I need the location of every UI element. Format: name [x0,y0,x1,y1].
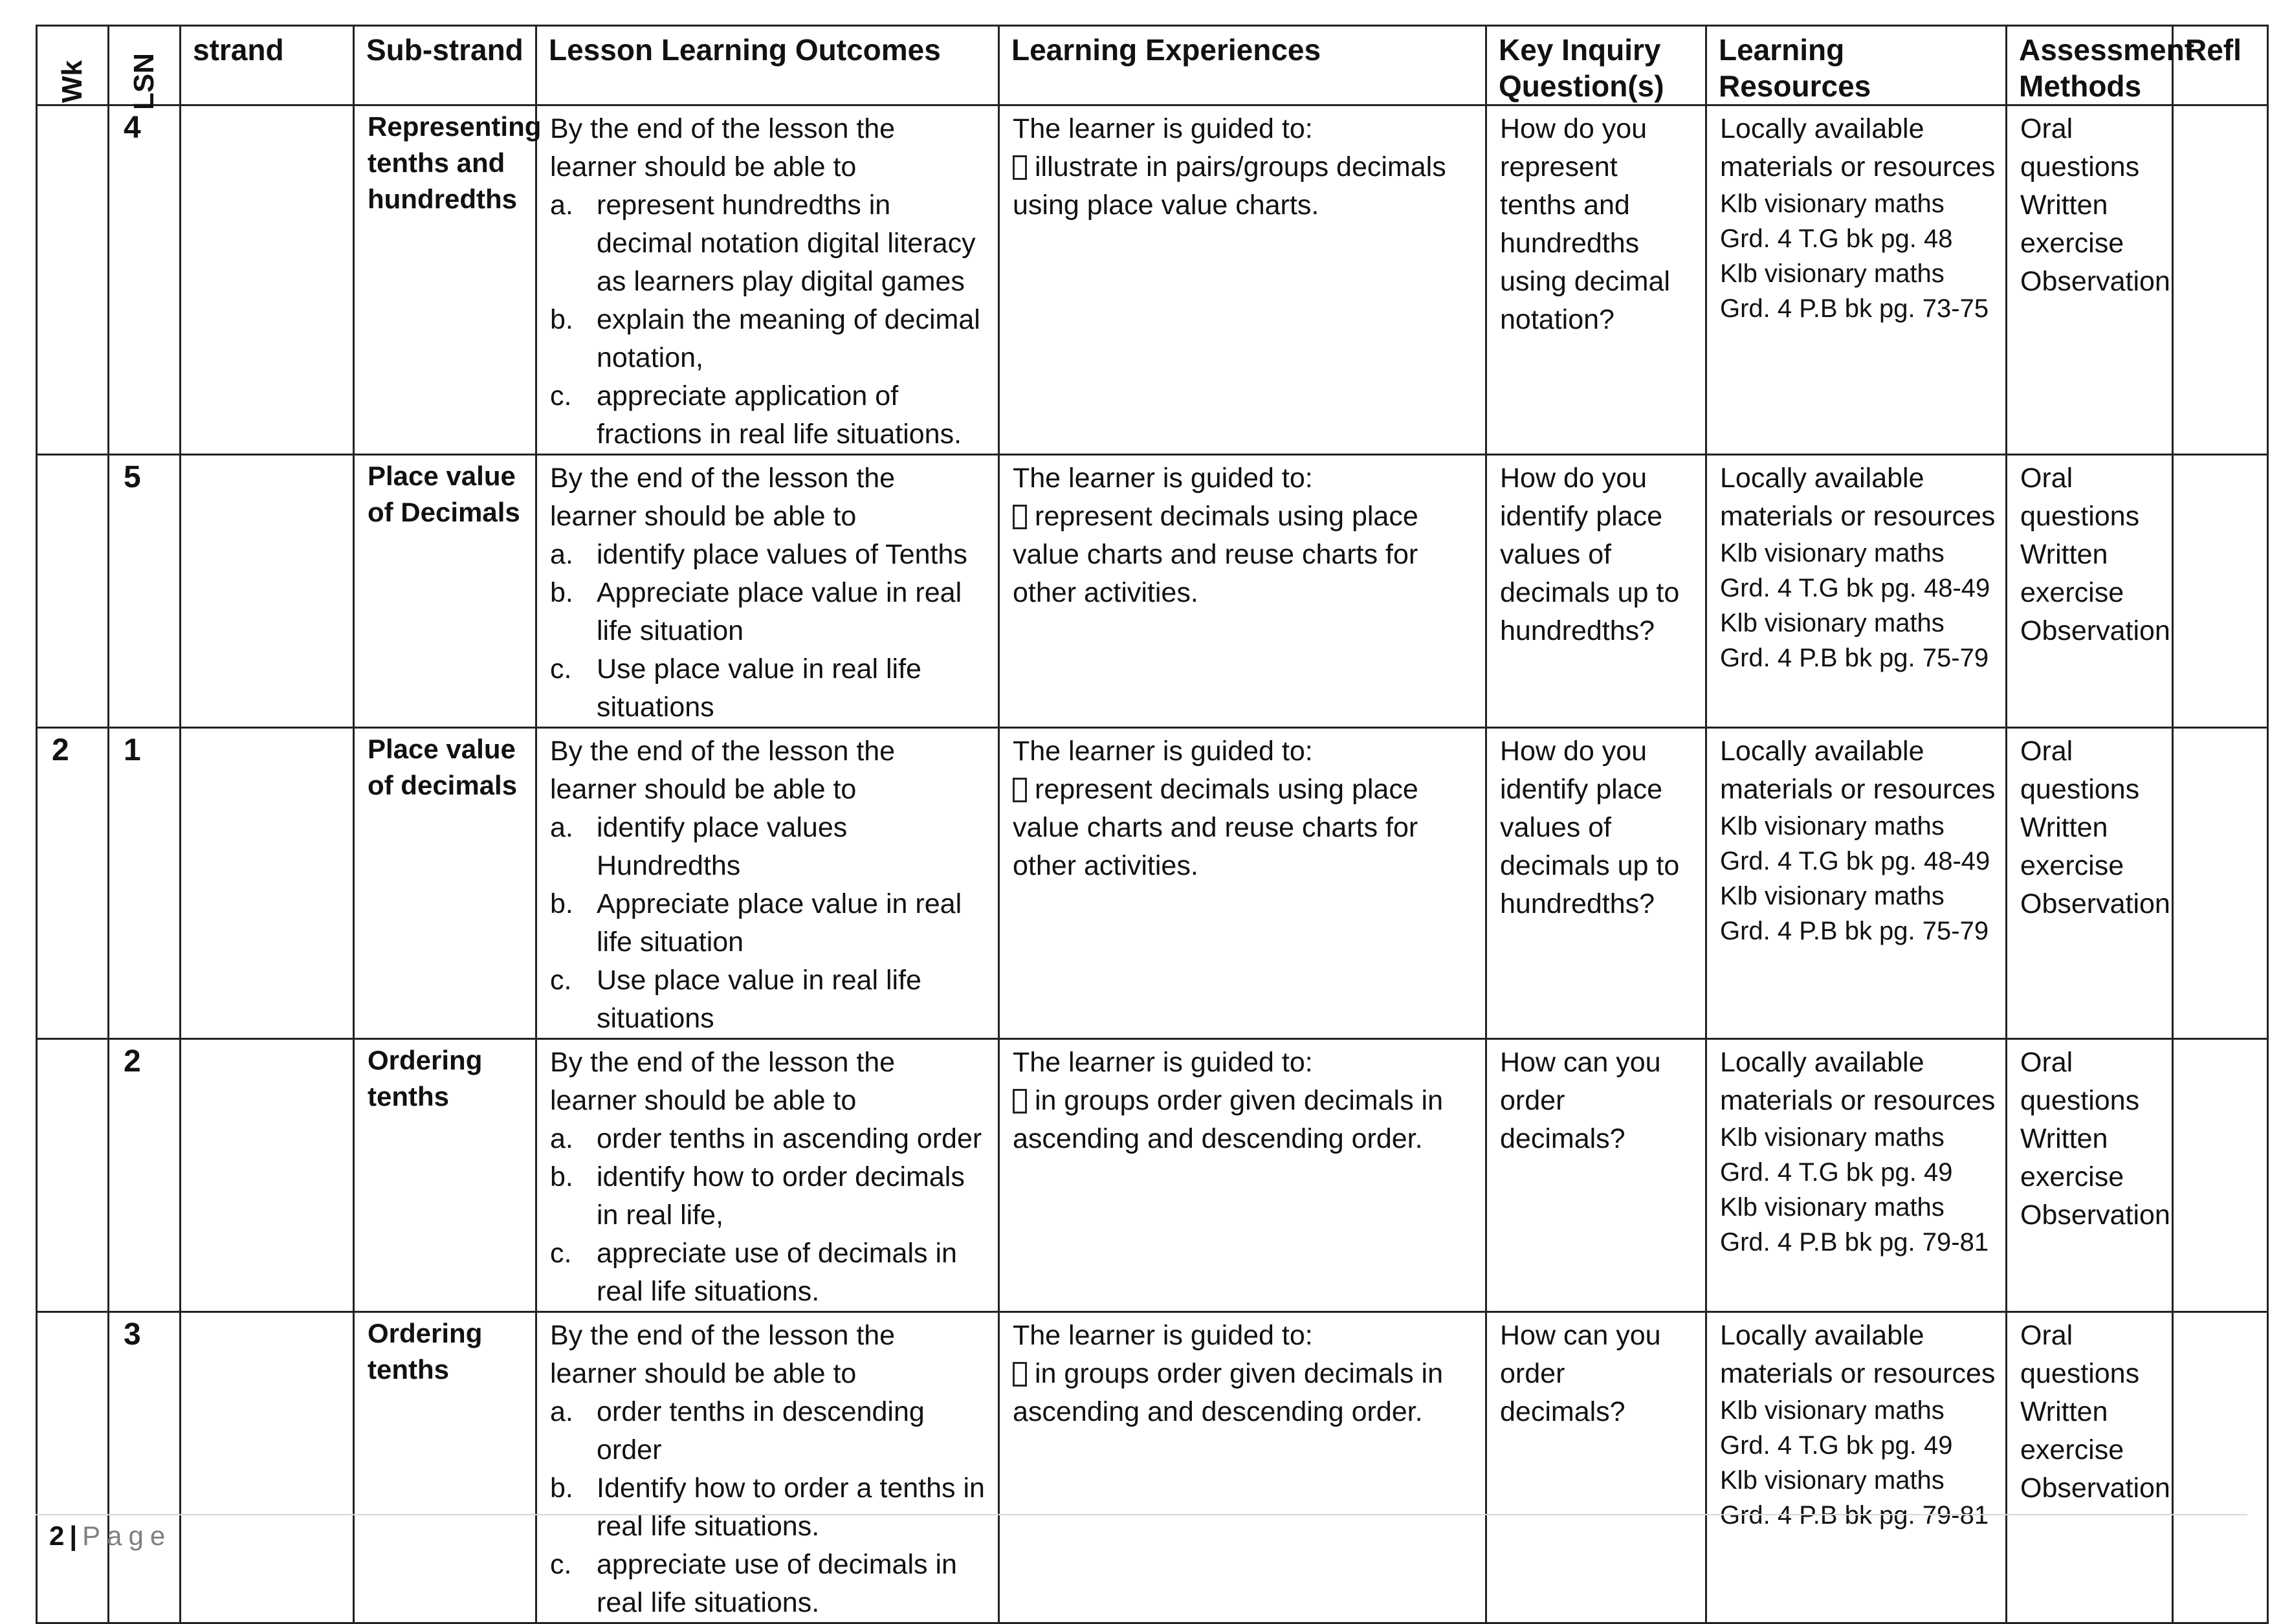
assessment-line: Observation [2020,615,2170,646]
assessment-cell [2007,1039,2173,1312]
bullet-box-icon [1013,778,1027,802]
resources-main: Locally available materials or resources [1720,113,1996,182]
page-number: 2 [49,1520,65,1551]
inquiry-cell: How do you identify place values of decimals up to hundredths? [1486,728,1706,1039]
experience-item [1013,1082,1475,1158]
assessment-line: questions [2020,774,2140,805]
resources-pupil-book: Klb visionary maths Grd. 4 P.B bk pg. 79-81 [1720,1193,1989,1256]
assessment-line: Observation [2020,1200,2170,1231]
outcome-item [550,301,987,377]
assessment-line: Oral [2020,1320,2073,1351]
experience-item [1013,148,1475,225]
outcome-marker: b. [550,304,573,335]
outcome-marker: a. [550,1123,573,1154]
assessment-line: Written [2020,812,2108,843]
header-lesson: LSN [109,26,181,105]
experience-item [1013,498,1475,612]
header-strand: strand [181,26,354,105]
outcome-marker: a. [550,812,573,843]
outcome-item [550,1158,987,1234]
outcomes-intro: By the end of the lesson the learner should be able to [550,1320,896,1389]
experience-text: in groups order given decimals in ascending and descending order. [1013,1085,1443,1154]
bullet-box-icon [1013,1362,1027,1387]
footer-divider [36,1514,2247,1515]
resources-pupil-book: Klb visionary maths Grd. 4 P.B bk pg. 73-75 [1720,259,1989,323]
outcomes-list [550,186,987,454]
outcome-item [550,961,987,1038]
outcome-item [550,1546,987,1622]
assessment-line: Written [2020,539,2108,570]
table-body [37,105,2268,1623]
experience-intro: The learner is guided to: [1013,1047,1313,1078]
scheme-of-work-table [36,25,2269,1624]
outcome-marker: c. [550,1238,572,1269]
outcome-text: Appreciate place value in real life situation [597,577,962,646]
resources-cell [1706,455,2007,728]
assessment-line: Oral [2020,1047,2073,1078]
experience-item [1013,1355,1475,1431]
resources-teacher-guide: Klb visionary maths Grd. 4 T.G bk pg. 48-49 [1720,812,1990,875]
outcome-text: identify place values Hundredths [597,812,848,881]
experience-text: represent decimals using place value charts and reuse charts for other activities. [1013,501,1418,608]
resources-teacher-guide: Klb visionary maths Grd. 4 T.G bk pg. 48-49 [1720,539,1990,602]
lesson-number-cell: 1 [109,728,181,1039]
week-cell [37,455,109,728]
outcome-marker: a. [550,539,573,570]
resources-main: Locally available materials or resources [1720,1320,1996,1389]
page-label: Page [82,1520,172,1551]
reflection-cell [2173,1039,2268,1312]
assessment-line: Observation [2020,266,2170,297]
outcomes-intro: By the end of the lesson the learner should be able to [550,736,896,805]
strand-cell [181,455,354,728]
outcomes-list [550,1393,987,1622]
assessment-line: exercise [2020,1434,2124,1465]
outcome-marker: a. [550,1396,573,1427]
resources-main: Locally available materials or resources [1720,463,1996,532]
experience-intro: The learner is guided to: [1013,736,1313,767]
substrand-cell: Place value of Decimals [354,455,536,728]
assessment-cell [2007,455,2173,728]
outcome-text: appreciate use of decimals in real life situations. [597,1238,957,1307]
header-outcomes: Lesson Learning Outcomes [536,26,999,105]
experiences-cell [999,728,1486,1039]
resources-main: Locally available materials or resources [1720,736,1996,805]
outcomes-intro: By the end of the lesson the learner should be able to [550,1047,896,1116]
bullet-box-icon [1013,155,1027,180]
week-cell [37,1312,109,1623]
week-cell [37,105,109,455]
experiences-cell [999,105,1486,455]
outcome-item [550,1234,987,1311]
assessment-line: exercise [2020,1161,2124,1192]
footer-separator: | [69,1520,78,1551]
assessment-line: questions [2020,151,2140,182]
lesson-number-cell: 3 [109,1312,181,1623]
assessment-line: questions [2020,501,2140,532]
outcome-item [550,809,987,885]
header-inquiry: Key Inquiry Question(s) [1486,26,1706,105]
week-cell: 2 [37,728,109,1039]
resources-teacher-guide: Klb visionary maths Grd. 4 T.G bk pg. 48 [1720,190,1953,253]
reflection-cell [2173,1312,2268,1623]
experience-text: illustrate in pairs/groups decimals using place value charts. [1013,151,1446,221]
outcomes-list [550,1120,987,1311]
outcome-item [550,536,987,574]
inquiry-cell: How can you order decimals? [1486,1312,1706,1623]
substrand-cell: Ordering tenths [354,1039,536,1312]
week-cell [37,1039,109,1312]
experience-item [1013,771,1475,885]
header-week: Wk [37,26,109,105]
outcomes-intro: By the end of the lesson the learner should be able to [550,113,896,182]
outcome-item [550,650,987,727]
resources-cell [1706,728,2007,1039]
assessment-line: exercise [2020,850,2124,881]
outcome-text: Use place value in real life situations [597,965,921,1034]
assessment-cell [2007,105,2173,455]
outcomes-list [550,536,987,727]
assessment-line: Written [2020,190,2108,221]
assessment-line: questions [2020,1358,2140,1389]
resources-main: Locally available materials or resources [1720,1047,1996,1116]
strand-cell [181,105,354,455]
table-row [37,1039,2268,1312]
header-experiences: Learning Experiences [999,26,1486,105]
outcome-marker: b. [550,1473,573,1504]
strand-cell [181,1039,354,1312]
assessment-line: Oral [2020,113,2073,144]
experience-text: represent decimals using place value charts and reuse charts for other activities. [1013,774,1418,881]
outcome-text: represent hundredths in decimal notation digital literacy as learners play digital games [597,190,976,297]
outcomes-cell [536,1039,999,1312]
resources-teacher-guide: Klb visionary maths Grd. 4 T.G bk pg. 49 [1720,1396,1953,1460]
reflection-cell [2173,728,2268,1039]
resources-cell [1706,1312,2007,1623]
outcome-marker: c. [550,380,572,411]
resources-cell [1706,105,2007,455]
outcomes-intro: By the end of the lesson the learner should be able to [550,463,896,532]
outcome-item [550,1469,987,1546]
outcomes-list [550,809,987,1038]
outcomes-cell [536,1312,999,1623]
outcome-item [550,1120,987,1158]
outcome-marker: b. [550,1161,573,1192]
assessment-line: exercise [2020,577,2124,608]
assessment-line: Observation [2020,1473,2170,1504]
lesson-number-cell: 5 [109,455,181,728]
outcome-text: appreciate use of decimals in real life situations. [597,1549,957,1618]
outcome-item [550,574,987,650]
outcome-marker: b. [550,888,573,919]
resources-cell [1706,1039,2007,1312]
outcome-text: explain the meaning of decimal notation, [597,304,980,373]
experience-intro: The learner is guided to: [1013,463,1313,494]
lesson-number-cell: 2 [109,1039,181,1312]
experiences-cell [999,1039,1486,1312]
resources-teacher-guide: Klb visionary maths Grd. 4 T.G bk pg. 49 [1720,1123,1953,1187]
header-row [37,26,2268,105]
outcome-marker: a. [550,190,573,221]
assessment-cell [2007,1312,2173,1623]
header-reflection: Refl [2173,26,2268,105]
outcome-marker: b. [550,577,573,608]
experiences-cell [999,455,1486,728]
outcome-text: Identify how to order a tenths in real life situations. [597,1473,985,1542]
header-assessment: Assessment Methods [2007,26,2173,105]
bullet-box-icon [1013,505,1027,529]
outcome-item [550,885,987,961]
lesson-number-cell: 4 [109,105,181,455]
resources-pupil-book: Klb visionary maths Grd. 4 P.B bk pg. 79-81 [1720,1466,1989,1530]
substrand-cell: Ordering tenths [354,1312,536,1623]
experience-text: in groups order given decimals in ascending and descending order. [1013,1358,1443,1427]
outcome-item [550,1393,987,1469]
outcome-text: Appreciate place value in real life situation [597,888,962,958]
outcome-text: order tenths in ascending order [597,1123,982,1154]
header-resources: Learning Resources [1706,26,2007,105]
resources-pupil-book: Klb visionary maths Grd. 4 P.B bk pg. 75-79 [1720,882,1989,945]
inquiry-cell: How can you order decimals? [1486,1039,1706,1312]
outcome-text: identify how to order decimals in real life, [597,1161,965,1231]
experiences-cell [999,1312,1486,1623]
outcome-marker: c. [550,1549,572,1580]
table-row [37,105,2268,455]
experience-intro: The learner is guided to: [1013,1320,1313,1351]
strand-cell [181,1312,354,1623]
table-row [37,1312,2268,1623]
outcomes-cell [536,455,999,728]
outcome-text: identify place values of Tenths [597,539,967,570]
inquiry-cell: How do you identify place values of decimals up to hundredths? [1486,455,1706,728]
outcome-marker: c. [550,653,572,685]
outcome-text: order tenths in descending order [597,1396,925,1465]
substrand-cell: Representing tenths and hundredths [354,105,536,455]
assessment-cell [2007,728,2173,1039]
outcome-text: Use place value in real life situations [597,653,921,723]
page-footer [49,1520,171,1552]
outcome-item [550,377,987,454]
assessment-line: exercise [2020,228,2124,259]
assessment-line: Oral [2020,463,2073,494]
strand-cell [181,728,354,1039]
outcomes-cell [536,105,999,455]
inquiry-cell: How do you represent tenths and hundredths using decimal notation? [1486,105,1706,455]
outcome-text: appreciate application of fractions in real life situations. [597,380,962,450]
assessment-line: Written [2020,1396,2108,1427]
assessment-line: Observation [2020,888,2170,919]
outcomes-cell [536,728,999,1039]
resources-pupil-book: Klb visionary maths Grd. 4 P.B bk pg. 75-79 [1720,609,1989,672]
reflection-cell [2173,105,2268,455]
experience-intro: The learner is guided to: [1013,113,1313,144]
bullet-box-icon [1013,1089,1027,1114]
outcome-item [550,186,987,301]
table-row [37,455,2268,728]
assessment-line: Oral [2020,736,2073,767]
table-row [37,728,2268,1039]
substrand-cell: Place value of decimals [354,728,536,1039]
outcome-marker: c. [550,965,572,996]
header-substrand: Sub-strand [354,26,536,105]
assessment-line: questions [2020,1085,2140,1116]
reflection-cell [2173,455,2268,728]
assessment-line: Written [2020,1123,2108,1154]
